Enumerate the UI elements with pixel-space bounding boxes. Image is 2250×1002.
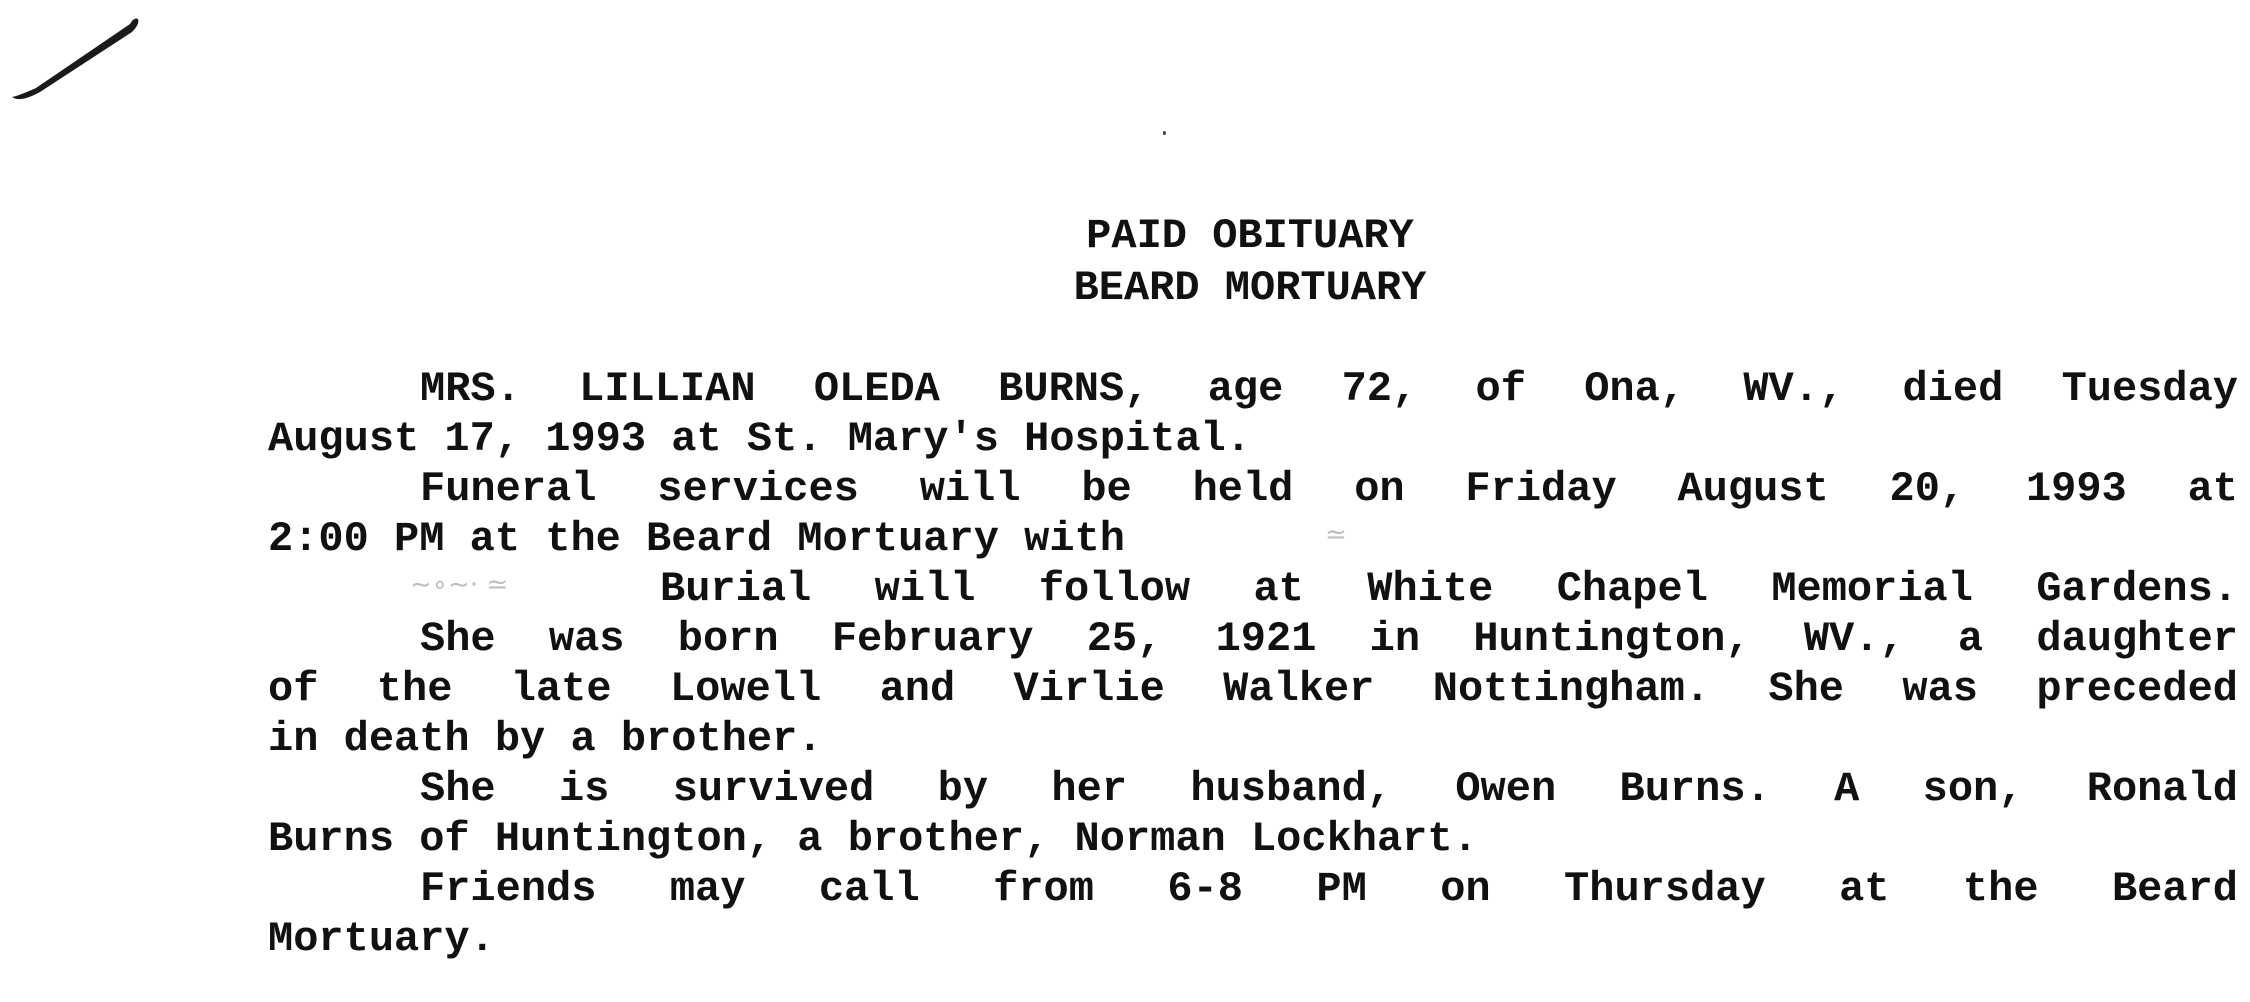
paragraph-2-line-3: Burial will follow at White Chapel Memorial Gardens. bbox=[660, 565, 2238, 613]
mortuary-name: BEARD MORTUARY bbox=[1073, 264, 1427, 312]
obituary-title: PAID OBITUARY bbox=[1086, 212, 1414, 260]
paragraph-4-line-1: She is survived by her husband, Owen Burns. A son, Ronald bbox=[420, 765, 2238, 813]
paragraph-5-line-2: Mortuary. bbox=[268, 915, 495, 963]
erased-text-smudge: ∼∘∼· ≃ bbox=[410, 570, 509, 600]
paragraph-2-line-1: Funeral services will be held on Friday August 20, 1993 at bbox=[420, 465, 2238, 513]
paragraph-1-line-1: MRS. LILLIAN OLEDA BURNS, age 72, of Ona, WV., died Tuesday bbox=[420, 365, 2238, 413]
paragraph-3-line-2: of the late Lowell and Virlie Walker Nottingham. She was preceded bbox=[268, 665, 2238, 713]
ink-speck bbox=[1163, 131, 1166, 135]
erased-text-smudge: ≃ bbox=[1325, 520, 1347, 550]
pen-stroke-mark bbox=[0, 0, 160, 120]
paragraph-1-line-2: August 17, 1993 at St. Mary's Hospital. bbox=[268, 415, 1251, 463]
paragraph-5-line-1: Friends may call from 6-8 PM on Thursday at the Beard bbox=[420, 865, 2238, 913]
paragraph-2-line-2: 2:00 PM at the Beard Mortuary with bbox=[268, 515, 1125, 563]
paragraph-3-line-1: She was born February 25, 1921 in Huntington, WV., a daughter bbox=[420, 615, 2238, 663]
paragraph-3-line-3: in death by a brother. bbox=[268, 715, 823, 763]
paragraph-4-line-2: Burns of Huntington, a brother, Norman Lockhart. bbox=[268, 815, 1478, 863]
